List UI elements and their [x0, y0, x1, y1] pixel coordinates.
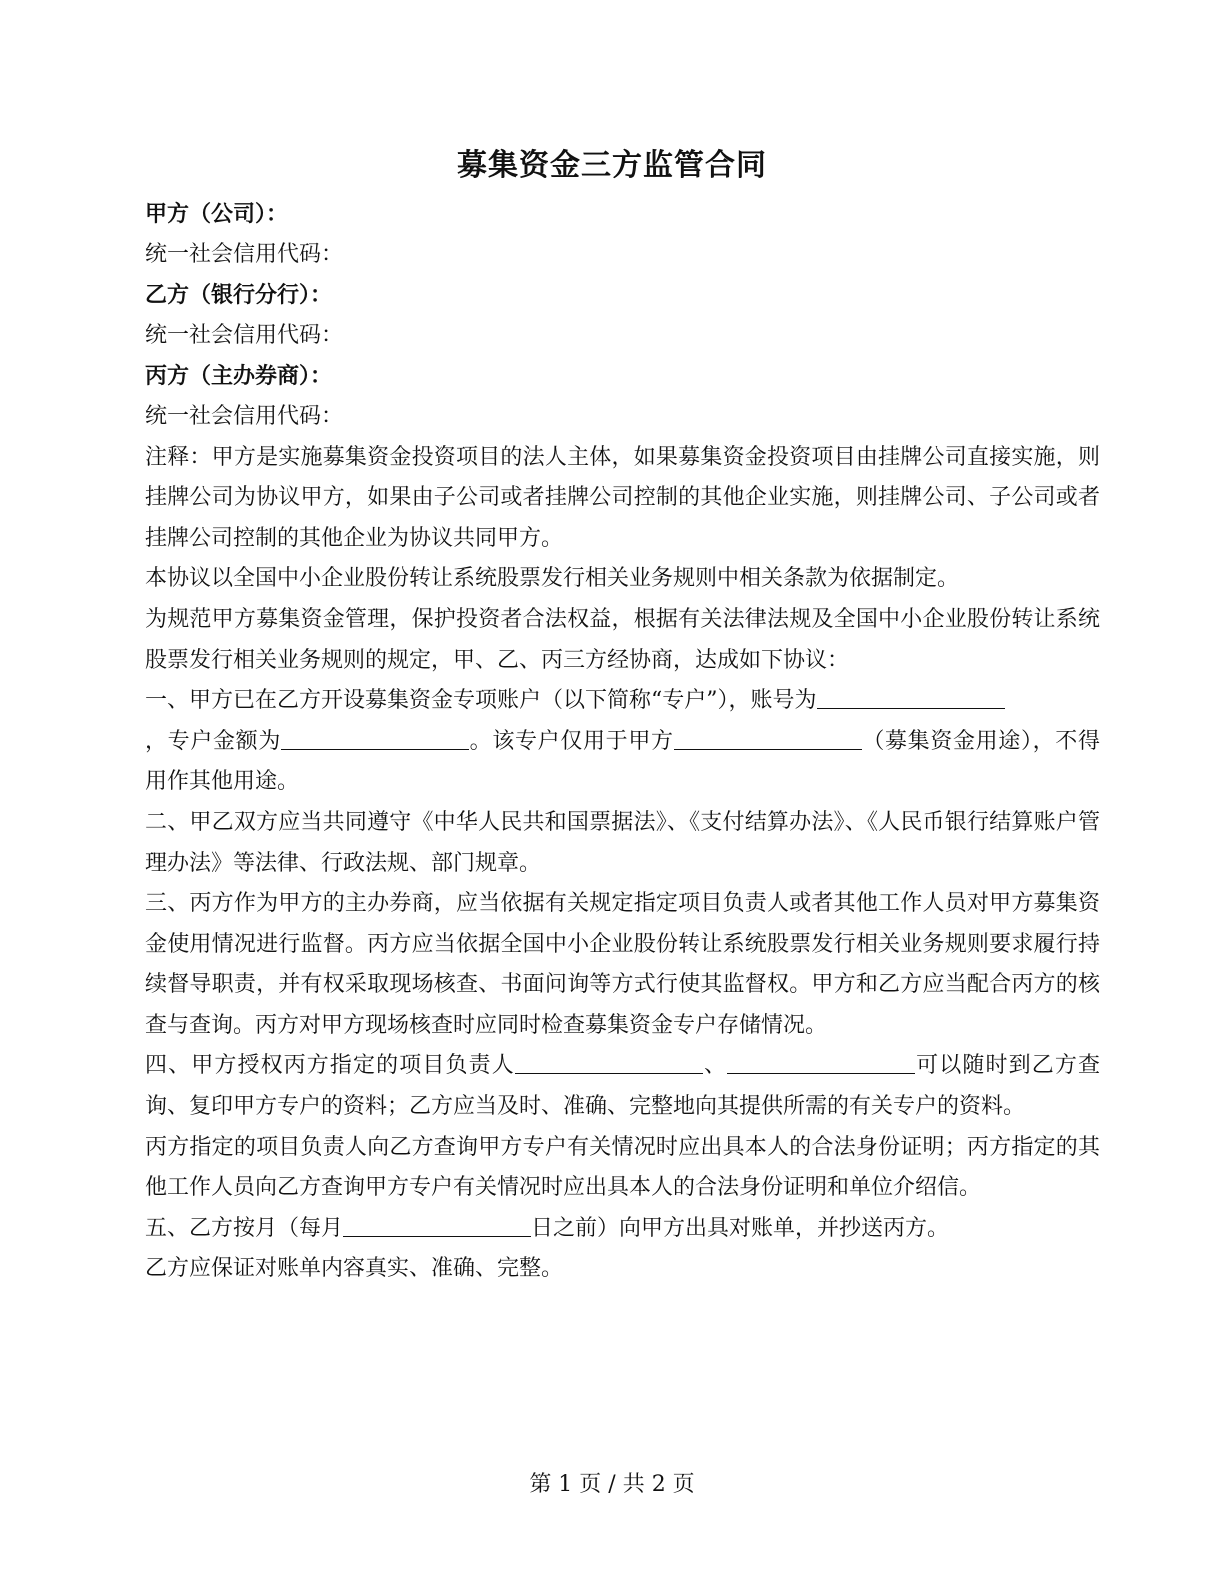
clause-4-text-a: 四、甲方授权丙方指定的项目负责人: [145, 1053, 515, 1079]
clause-4-extra: 丙方指定的项目负责人向乙方查询甲方专户有关情况时应出具本人的合法身份证明；丙方指定的其他工作人员向乙方查询甲方专户有关情况时应出具本人的合法身份证明和单位介绍信。: [145, 1134, 1100, 1201]
clause-4: [145, 1046, 1100, 1127]
fund-usage-blank: [674, 727, 862, 750]
party-b-label: 乙方（银行分行）：: [145, 282, 333, 309]
party-b-credit-code: 统一社会信用代码：: [145, 322, 344, 348]
clause-5-text-a: 五、乙方按月（每月: [145, 1215, 344, 1241]
party-a-label: 甲方（公司）：: [145, 201, 289, 227]
project-lead-blank-2: [727, 1051, 915, 1074]
clause-4-text-c: 可以随时到乙方查询、复印甲方专户的资料；乙方应当及时、准确、完整地向其提供所需的有关专户的资料。: [145, 1053, 1100, 1120]
party-a-credit-code: 统一社会信用代码：: [145, 241, 344, 267]
party-c-label: 丙方（主办券商）：: [145, 363, 333, 390]
account-amount-blank: [281, 727, 469, 750]
clause-1-text-b: ，专户金额为: [145, 728, 281, 754]
statement-day-blank: [343, 1214, 531, 1237]
clause-5-extra: 乙方应保证对账单内容真实、准确、完整。: [145, 1256, 564, 1282]
project-lead-blank-1: [515, 1051, 703, 1074]
preamble-paragraph: 为规范甲方募集资金管理，保护投资者合法权益，根据有关法律法规及全国中小企业股份转让系统股票发行相关业务规则的规定，甲、乙、丙三方经协商，达成如下协议：: [145, 606, 1100, 673]
basis-paragraph: 本协议以全国中小企业股份转让系统股票发行相关业务规则中相关条款为依据制定。: [145, 566, 960, 592]
clause-1-text-a: 一、甲方已在乙方开设募集资金专项账户（以下简称“专户”），账号为: [145, 688, 817, 714]
account-number-blank: [817, 686, 1005, 709]
clause-1: [145, 681, 1100, 803]
clause-2: 二、甲乙双方应当共同遵守《中华人民共和国票据法》、《支付结算办法》、《人民币银行结算账户管理办法》等法律、行政法规、部门规章。: [145, 809, 1100, 876]
document-title: 募集资金三方监管合同: [457, 148, 767, 183]
clause-5-text-b: 日之前）向甲方出具对账单，并抄送丙方。: [531, 1215, 950, 1241]
party-c-credit-code: 统一社会信用代码：: [145, 403, 344, 429]
clause-3: 三、丙方作为甲方的主办券商，应当依据有关规定指定项目负责人或者其他工作人员对甲方募集资金使用情况进行监督。丙方应当依据全国中小企业股份转让系统股票发行相关业务规则要求履行持续督导职责，并有权采取现场核查、书面问询等方式行使其监督权。甲方和乙方应当配合丙方的核查与查询。丙方对甲方现场核查时应同时检查募集资金专户存储情况。: [145, 891, 1100, 1038]
clause-1-text-c: 。该专户仅用于甲方: [469, 728, 674, 754]
clause-1-text-d: （募集资金用途），不得用作其他用途。: [145, 728, 1100, 795]
page-footer: 第 1 页 / 共 2 页: [529, 1472, 695, 1497]
document-body: [145, 194, 1100, 1290]
note-paragraph: 注释：甲方是实施募集资金投资项目的法人主体，如果募集资金投资项目由挂牌公司直接实施，则挂牌公司为协议甲方，如果由子公司或者挂牌公司控制的其他企业实施，则挂牌公司、子公司或者挂牌公司控制的其他企业为协议共同甲方。: [145, 444, 1100, 551]
clause-5: [145, 1209, 1100, 1250]
clause-4-text-b: 、: [702, 1053, 728, 1079]
